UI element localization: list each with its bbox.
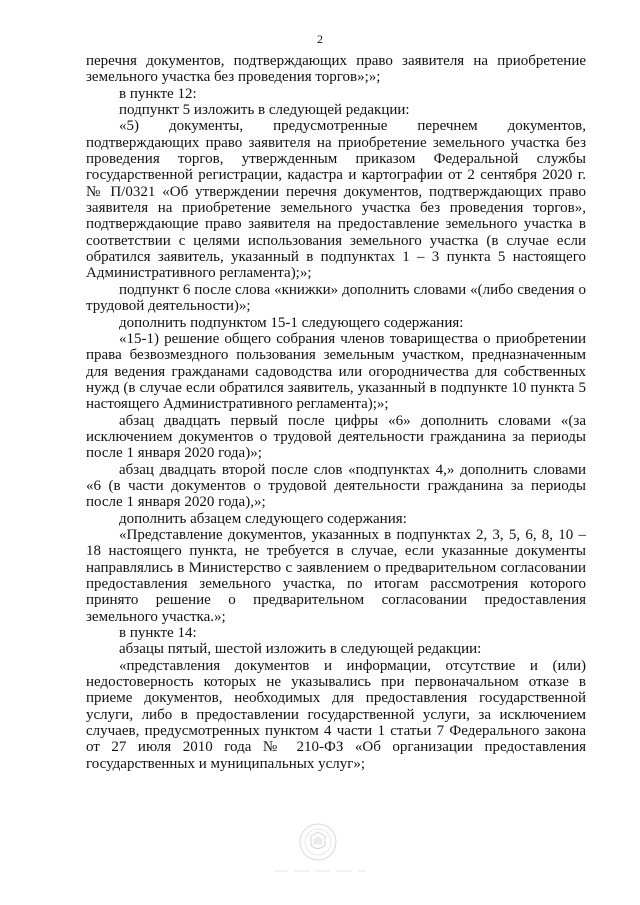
page-number: 2 [317,32,323,46]
paragraph-8: абзац двадцать первый после цифры «6» дополнить словами «(за исключением документов о трудовой деятельности гражданина за периоды после 1 января 2020 года)»; [86,412,586,462]
paragraph-7: «15-1) решение общего собрания членов товарищества о приобретении права безвозмездного пользования земельным участком, предназначенным для ведения гражданами садоводства или огородничества для собственных нужд (в случае если обратился заявитель, указанный в подпункте 10 пункта 5 настоящего Административного регламента);»; [86,330,586,413]
paragraph-14: «представления документов и информации, отсутствие и (или) недостоверность которых не указывались при первоначальном отказе в приеме документов, необходимых для предоставления государственной услуги, либо в предоставлении государственной услуги, за исключением случаев, предусмотренных пунктом 4 части 1 статьи 7 Федерального закона от 27 июля 2010 года № 210-ФЗ «Об организации предоставления государственных и муниципальных услуг»; [86,657,586,772]
paragraph-11: «Представление документов, указанных в подпунктах 2, 3, 5, 6, 8, 10 – 18 настоящего пункта, не требуется в случае, если указанные документы направлялись в Министерство с заявлением о предварительном согласовании предоставления земельного участка, по итогам рассмотрения которого принято решение о предварительном согласовании предоставления земельного участка.»; [86,526,586,625]
emblem-seal-icon [296,820,340,864]
faint-stamp-lettering-icon [270,868,370,874]
paragraph-10: дополнить абзацем следующего содержания: [119,510,407,527]
paragraph-6: дополнить подпунктом 15-1 следующего содержания: [119,314,464,331]
paragraph-3: подпункт 5 изложить в следующей редакции: [119,102,410,119]
paragraph-4: «5) документы, предусмотренные перечнем документов, подтверждающих право заявителя на приобретение земельного участка без проведения торгов, утвержденным приказом Федеральной службы государственной регистрации, кадастра и картографии от 2 сентября 2020 г. № П/0321 «Об утверждении перечня документов, подтверждающих право заявителя на приобретение земельного участка без проведения торгов», подтверждающие право заявителя на предоставление земельного участка в соответствии с целями использования земельного участка (в случае если обратился заявитель, указанный в подпунктах 1 – 3 пункта 5 настоящего Административного регламента);»; [86,118,586,282]
paragraph-13: абзацы пятый, шестой изложить в следующей редакции: [119,641,482,658]
paragraph-12: в пункте 14: [119,625,197,642]
document-body [86,53,586,772]
paragraph-5: подпункт 6 после слова «книжки» дополнить словами «(либо сведения о трудовой деятельности)»; [86,281,586,315]
paragraph-1: перечня документов, подтверждающих право заявителя на приобретение земельного участка без проведения торгов»;»; [86,53,586,86]
paragraph-9: абзац двадцать второй после слов «подпунктах 4,» дополнить словами «6 (в части документов о трудовой деятельности гражданина за периоды после 1 января 2020 года),»; [86,461,586,511]
paragraph-2: в пункте 12: [119,85,197,102]
